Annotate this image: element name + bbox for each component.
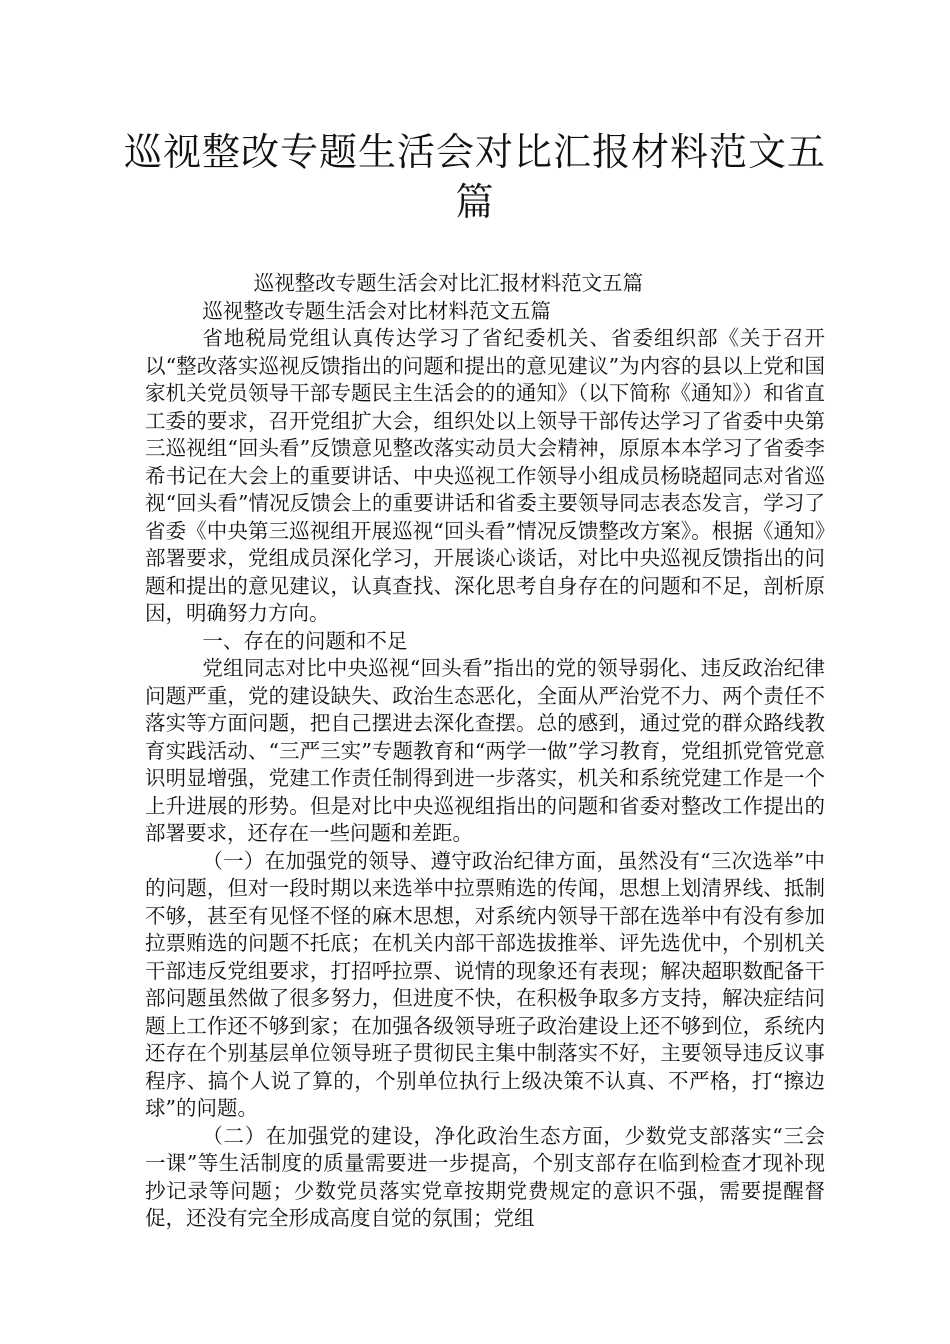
document-title [120,127,830,227]
section-heading: 一、存在的问题和不足 [202,628,408,653]
document-subtitle: 巡视整改专题生活会对比汇报材料范文五篇 [253,271,644,295]
section-heading: 巡视整改专题生活会对比材料范文五篇 [202,298,551,323]
body-paragraph: 党组同志对比中央巡视“回头看”指出的党的领导弱化、违反政治纪律问题严重，党的建设缺失、政治生态恶化，全面从严治党不力、两个责任不落实等方面问题，把自己摆进去深化查摆。总的感到，通过党的群众路线教育实践活动、“三严三实”专题教育和“两学一做”学习教育，党组抓党管党意识明显增强，党建工作责任制得到进一步落实，机关和系统党建工作是一个上升进展的形势。但是对比中央巡视组指出的问题和省委对整改工作提出的部署要求，还存在一些问题和差距。 [145,656,825,845]
title-line-2: 篇 [455,180,495,224]
title-line-1: 巡视整改专题生活会对比汇报材料范文五 [123,130,826,174]
body-paragraph: （一）在加强党的领导、遵守政治纪律方面，虽然没有“三次选举”中的问题，但对一段时期以来选举中拉票贿选的传闻，思想上划清界线、抵制不够，甚至有见怪不怪的麻木思想，对系统内领导干部在选举中有没有参加拉票贿选的问题不托底；在机关内部干部选拔推举、评先选优中，个别机关干部违反党组要求，打招呼拉票、说情的现象还有表现；解决超职数配备干部问题虽然做了很多努力，但进度不快，在积极争取多方支持，解决症结问题上工作还不够到家；在加强各级领导班子政治建设上还不够到位，系统内还存在个别基层单位领导班子贯彻民主集中制落实不好，主要领导违反议事程序、搞个人说了算的，个别单位执行上级决策不认真、不严格，打“擦边球”的问题。 [145,848,825,1120]
body-paragraph: 省地税局党组认真传达学习了省纪委机关、省委组织部《关于召开以“整改落实巡视反馈指出的问题和提出的意见建议”为内容的县以上党和国家机关党员领导干部专题民主生活会的的通知》（以下简称《通知》）和省直工委的要求，召开党组扩大会，组织处以上领导干部传达学习了省委中央第三巡视组“回头看”反馈意见整改落实动员大会精神，原原本本学习了省委李希书记在大会上的重要讲话、中央巡视工作领导小组成员杨晓超同志对省巡视“回头看”情况反馈会上的重要讲话和省委主要领导同志表态发言，学习了省委《中央第三巡视组开展巡视“回头看”情况反馈整改方案》。根据《通知》部署要求，党组成员深化学习，开展谈心谈话，对比中央巡视反馈指出的问题和提出的意见建议，认真查找、深化思考自身存在的问题和不足，剖析原因，明确努力方向。 [145,326,825,625]
body-paragraph: （二）在加强党的建设，净化政治生态方面，少数党支部落实“三会一课”等生活制度的质量需要进一步提高，个别支部存在临到检查才现补现抄记录等问题；少数党员落实党章按期党费规定的意识不强，需要提醒督促，还没有完全形成高度自觉的氛围；党组 [145,1123,825,1230]
document-body [145,270,825,1233]
